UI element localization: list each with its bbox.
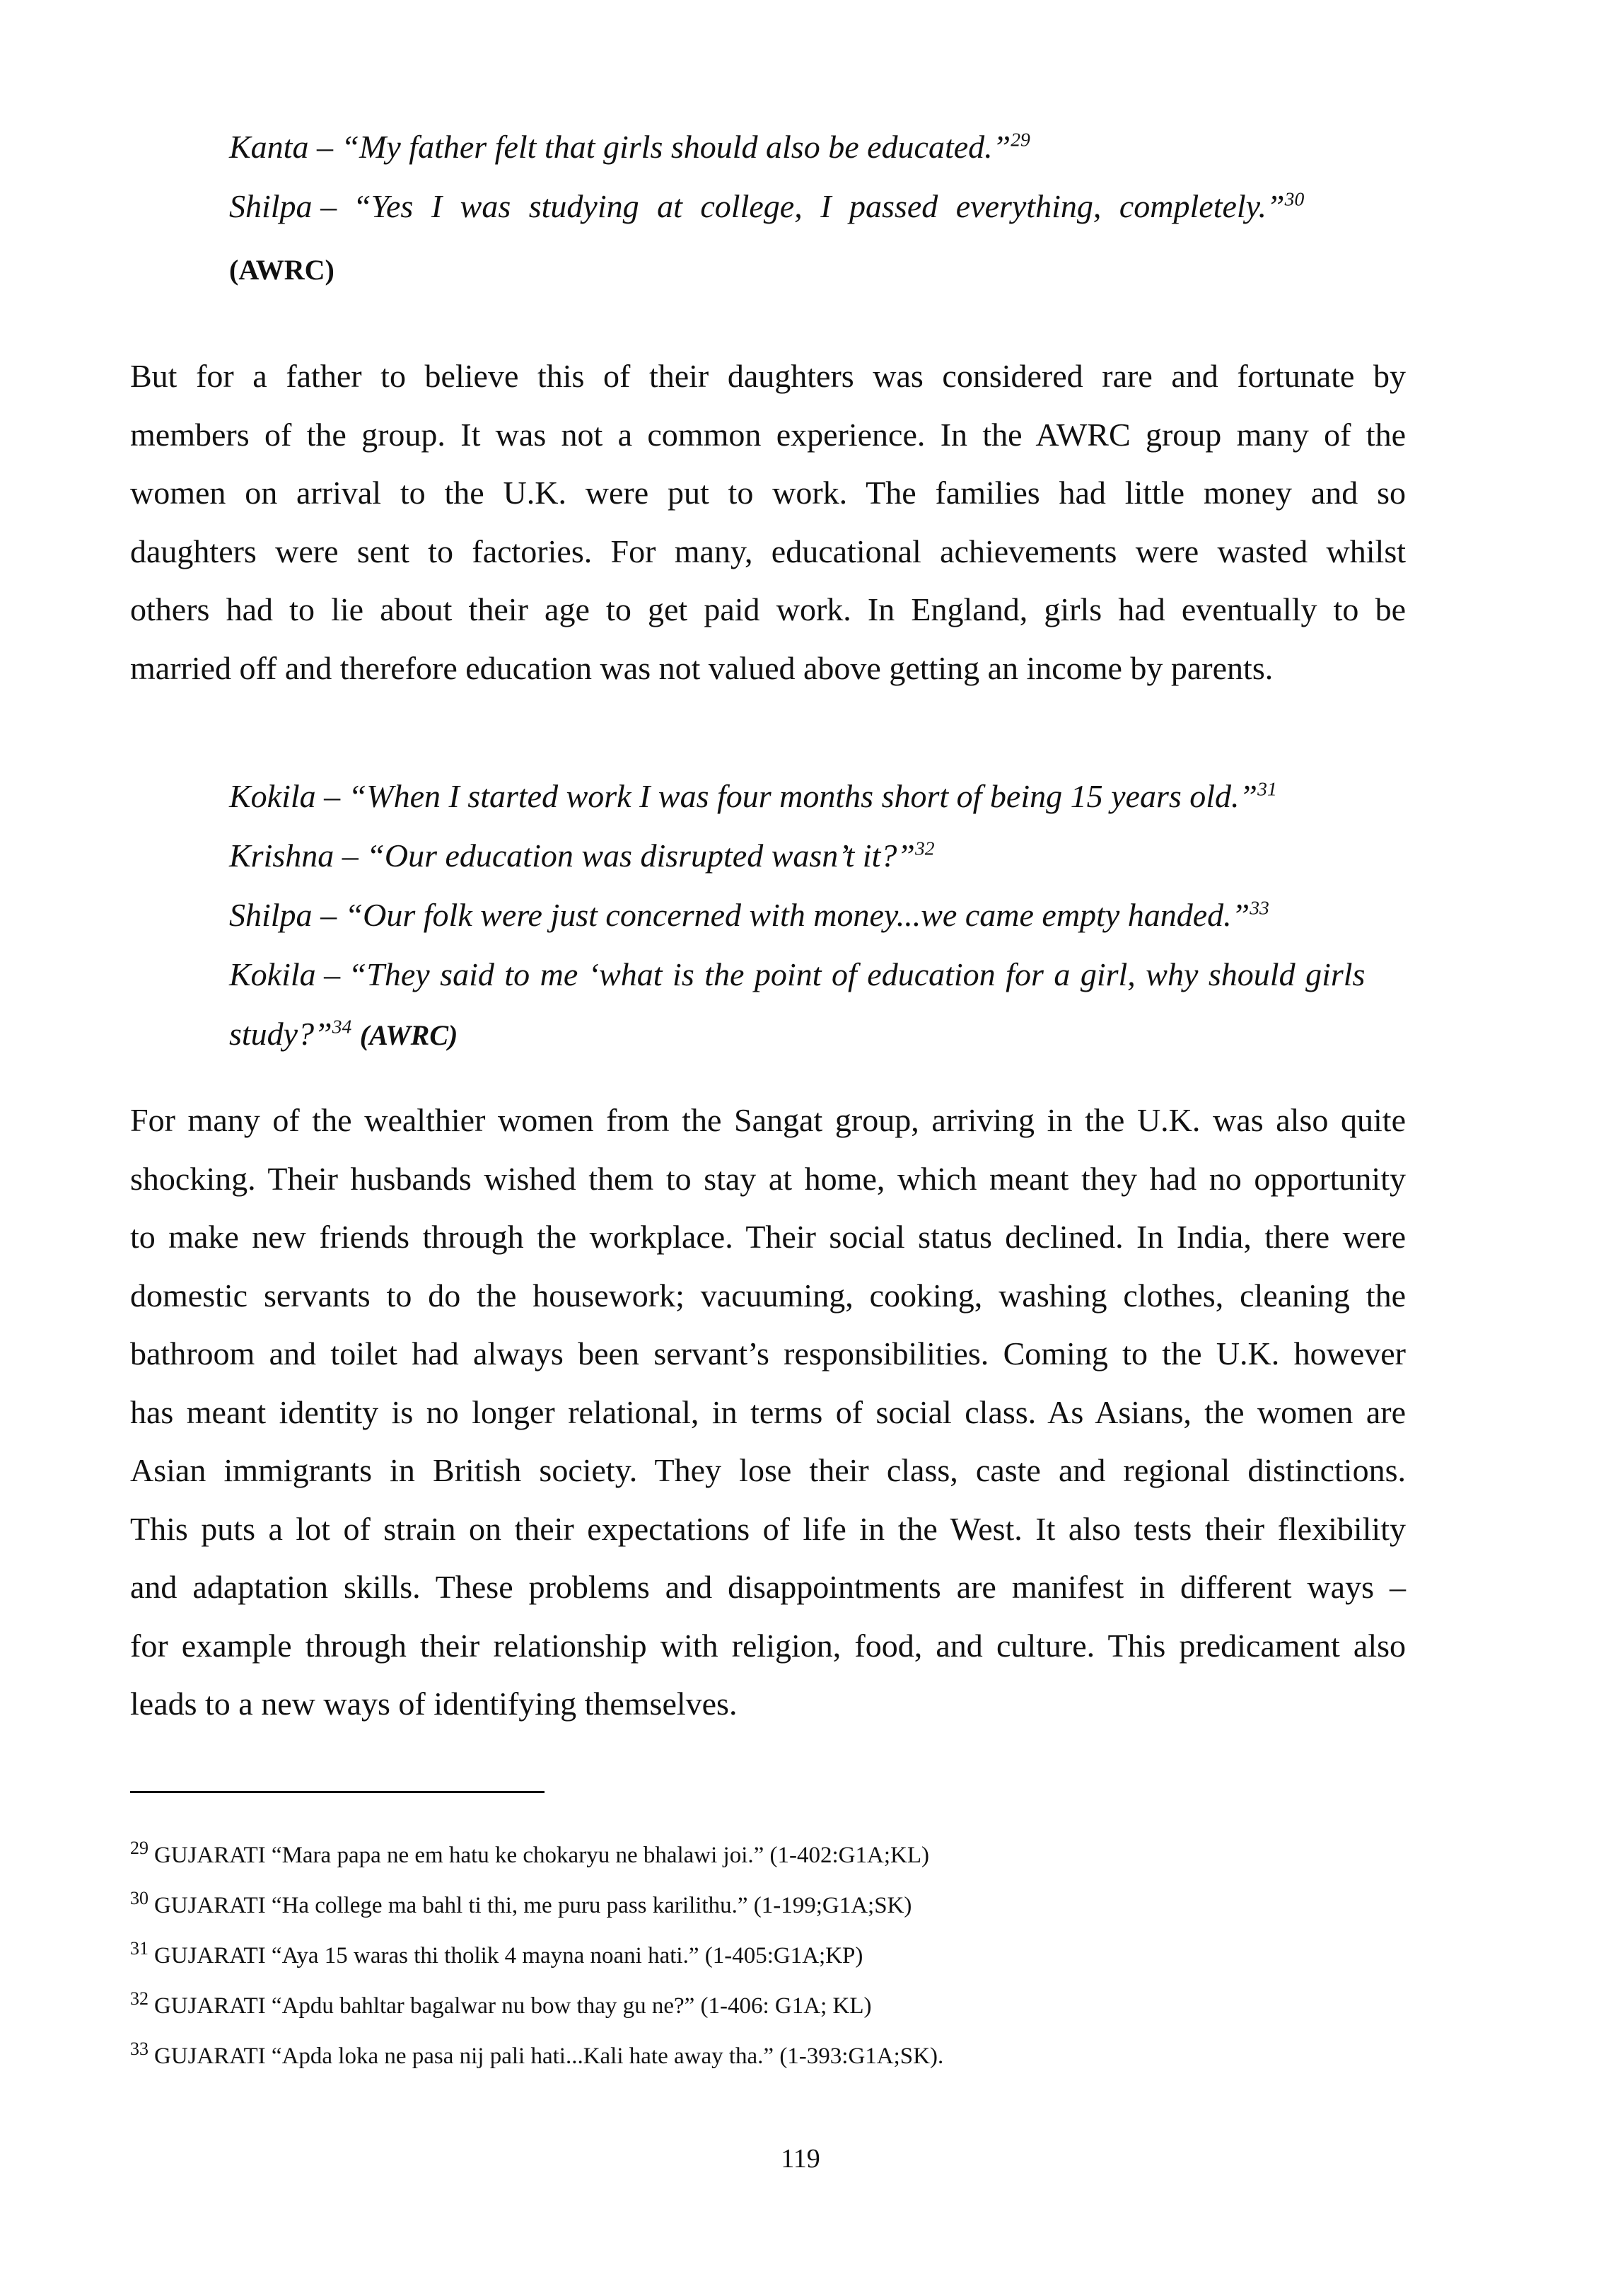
- paragraph-line: members of the group. It was not a common experience. In the AWRC group many of the: [130, 416, 1406, 453]
- paragraph-line: leads to a new ways of identifying themselves.: [130, 1686, 738, 1722]
- quote-text: “Our folk were just concerned with money...we came empty handed.”: [344, 897, 1250, 933]
- footnote-text: GUJARATI “Aya 15 waras thi tholik 4 mayna noani hati.” (1-405:G1A;KP): [154, 1943, 863, 1969]
- quote-krishna: Krishna – “Our education was disrupted wasn’t it?”$^{32}$: [229, 837, 935, 874]
- footnote-text: GUJARATI “Mara papa ne em hatu ke chokaryu ne bhalawi joi.” (1-402:G1A;KL): [154, 1843, 929, 1868]
- quote-speaker: Krishna: [229, 837, 334, 874]
- quote-speaker: Kanta: [229, 129, 309, 165]
- paragraph-line: daughters were sent to factories. For many, educational achievements were wasted whilst: [130, 533, 1406, 569]
- quote-kokila-2: Kokila – “They said to me ‘what is the point of education for a girl, why should girls: [229, 956, 1366, 992]
- quote-text: study?”: [229, 1016, 332, 1052]
- footnote-text: GUJARATI “Ha college ma bahl ti thi, me puru pass karilithu.” (1-199;G1A;SK): [154, 1893, 912, 1918]
- paragraph-line: domestic servants to do the housework; vacuuming, cooking, washing clothes, cleaning the: [130, 1277, 1406, 1314]
- paragraph-line: others had to lie about their age to get paid work. In England, girls had eventually to be: [130, 591, 1406, 627]
- quote-text: “They said to me ‘what is the point of education for a girl, why should girls: [348, 956, 1366, 992]
- footnote-ref: 32: [914, 837, 935, 859]
- quote-text: “When I started work I was four months short of being 15 years old.”: [348, 778, 1258, 814]
- page-number: 119: [781, 2144, 820, 2174]
- paragraph-1: [130, 347, 1406, 697]
- footnote-ref: 31: [1257, 777, 1277, 800]
- group-tag: (AWRC): [229, 254, 334, 286]
- paragraph-line: and adaptation skills. These problems and disappointments are manifest in different ways –: [130, 1569, 1406, 1605]
- footnote-number: 29: [130, 1838, 149, 1858]
- footnote: [130, 1831, 929, 1873]
- paragraph-line: women on arrival to the U.K. were put to work. The families had little money and so: [130, 475, 1406, 511]
- quote-text: “Our education was disrupted wasn’t it?”: [366, 837, 915, 874]
- quote-text: “Yes I was studying at college, I passed everything, completely.”: [353, 188, 1285, 224]
- paragraph-2: [130, 1091, 1406, 1734]
- footnote: [130, 1931, 863, 1973]
- quote-kokila: Kokila – “When I started work I was four months short of being 15 years old.”$^{31}$: [229, 777, 1277, 814]
- footnote-divider: [130, 1791, 545, 1793]
- quote-shilpa-2: Shilpa – “Our folk were just concerned with money...we came empty handed.”$^{33}$: [229, 896, 1269, 933]
- paragraph-line: to make new friends through the workplace. Their social status declined. In India, there were: [130, 1219, 1406, 1255]
- quote-speaker: Shilpa: [229, 897, 313, 933]
- paragraph-line: has meant identity is no longer relational, in terms of social class. As Asians, the women are: [130, 1393, 1406, 1430]
- quote-text: “My father felt that girls should also be educated.”: [341, 129, 1011, 165]
- footnote: [130, 1981, 872, 2024]
- footnote-number: 33: [130, 2039, 149, 2059]
- paragraph-line: shocking. Their husbands wished them to stay at home, which meant they had no opportunity: [130, 1160, 1406, 1197]
- quote-kanta: Kanta – “My father felt that girls should also be educated.”$^{29}$: [229, 128, 1030, 165]
- footnote: [130, 2031, 943, 2074]
- footnote-text: GUJARATI “Apdu bahltar bagalwar nu bow thay gu ne?” (1-406: G1A; KL): [154, 1993, 872, 2019]
- group-tag: (AWRC): [359, 1019, 458, 1051]
- footnote-ref: 34: [332, 1015, 352, 1038]
- paragraph-line: married off and therefore education was not valued above getting an income by parents.: [130, 649, 1274, 686]
- quote-shilpa: Shilpa – “Yes I was studying at college, I passed everything, completely.”$^{30}$: [229, 187, 1305, 224]
- footnote-number: 32: [130, 1988, 149, 2009]
- footnote-number: 31: [130, 1938, 149, 1959]
- footnote-ref: 30: [1284, 187, 1305, 210]
- quote-speaker: Shilpa: [229, 188, 313, 224]
- footnote-ref: 29: [1011, 128, 1030, 151]
- footnote-ref: 33: [1250, 896, 1269, 919]
- footnote: [130, 1881, 912, 1923]
- paragraph-line: But for a father to believe this of their daughters was considered rare and fortunate by: [130, 358, 1406, 394]
- paragraph-line: Asian immigrants in British society. They lose their class, caste and regional distinctions.: [130, 1452, 1406, 1488]
- paragraph-line: This puts a lot of strain on their expectations of life in the West. It also tests their flexibility: [130, 1510, 1406, 1547]
- footnote-text: GUJARATI “Apda loka ne pasa nij pali hati...Kali hate away tha.” (1-393:G1A;SK).: [154, 2043, 944, 2069]
- footnote-number: 30: [130, 1888, 149, 1908]
- quote-speaker: Kokila: [229, 956, 316, 992]
- quote-speaker: Kokila: [229, 778, 316, 814]
- paragraph-line: for example through their relationship with religion, food, and culture. This predicament also: [130, 1627, 1406, 1664]
- paragraph-line: For many of the wealthier women from the Sangat group, arriving in the U.K. was also quite: [130, 1102, 1406, 1138]
- quote-continuation: [229, 1004, 458, 1065]
- paragraph-line: bathroom and toilet had always been servant’s responsibilities. Coming to the U.K. however: [130, 1335, 1406, 1372]
